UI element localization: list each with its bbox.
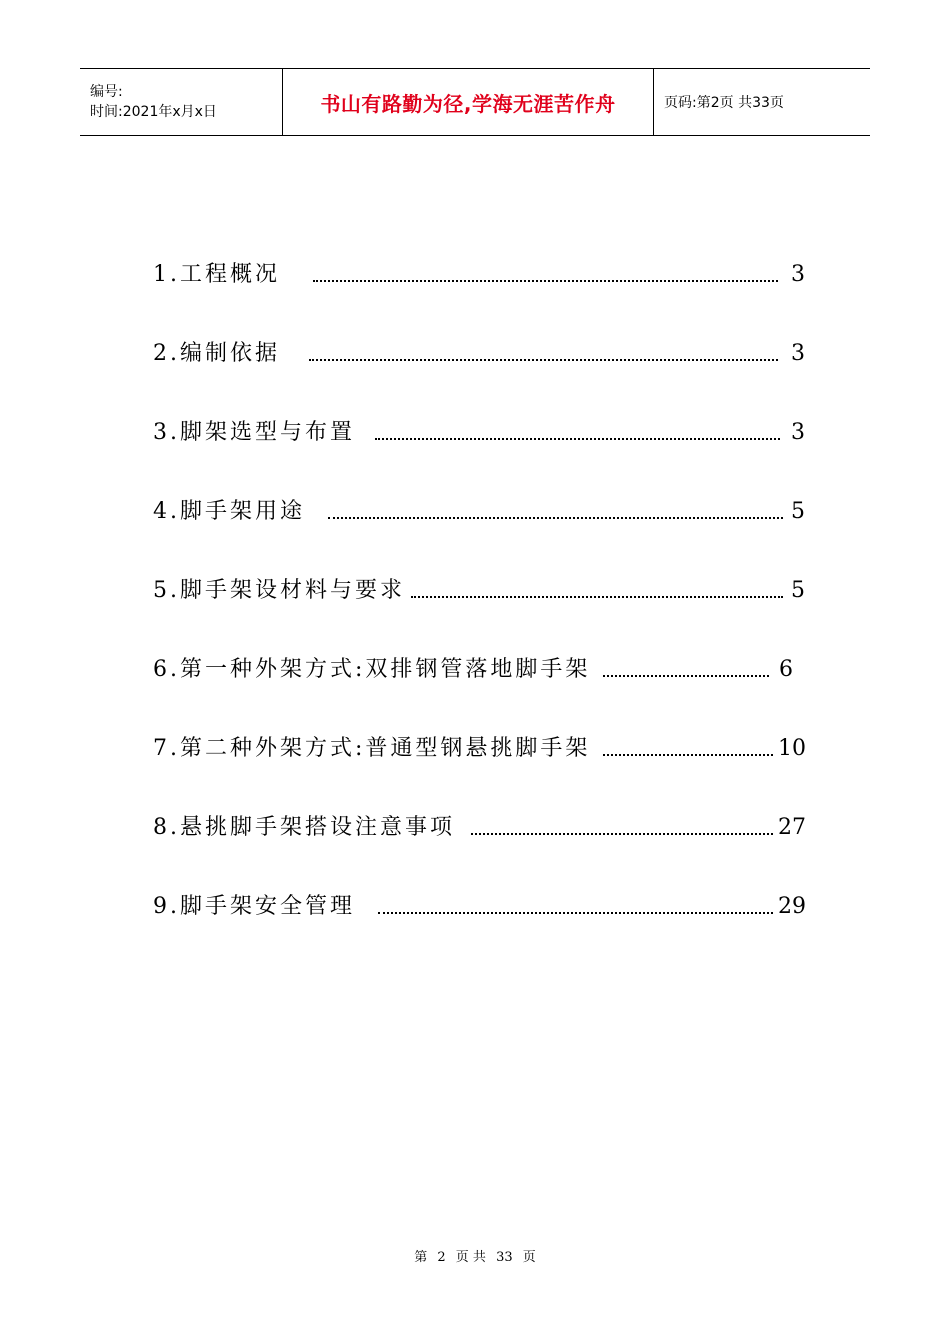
- toc-leader: [375, 438, 780, 440]
- toc-leader: [378, 912, 773, 914]
- footer-suffix: 页: [522, 1250, 536, 1265]
- toc-leader: [603, 675, 769, 677]
- footer-total-pages: 33: [496, 1250, 513, 1265]
- toc-entry-title: 9.脚手架安全管理: [153, 887, 355, 927]
- document-number-label: 编号:: [90, 84, 123, 100]
- toc-entry-title: 6.第一种外架方式:双排钢管落地脚手架: [153, 650, 590, 690]
- toc-entry[interactable]: [153, 413, 803, 492]
- toc-leader: [328, 517, 783, 519]
- toc-entry-title: 4.脚手架用途: [153, 492, 305, 532]
- toc-entry-title: 3.脚架选型与布置: [153, 413, 355, 453]
- header-motto-cell: [282, 69, 654, 135]
- toc-entry[interactable]: [153, 492, 803, 571]
- toc-leader: [411, 596, 783, 598]
- header-motto: 书山有路勤为径,学海无涯苦作舟: [320, 91, 616, 116]
- toc-leader: [603, 754, 773, 756]
- toc-entry-page: 29: [778, 894, 806, 919]
- toc-entry-page: 5: [791, 499, 805, 524]
- document-date: 时间:2021年x月x日: [90, 104, 217, 120]
- toc-entry[interactable]: [153, 650, 803, 729]
- header-page-info-cell: [654, 69, 870, 135]
- page-footer: [0, 1246, 950, 1265]
- toc-entry-title: 7.第二种外架方式:普通型钢悬挑脚手架: [153, 729, 590, 769]
- toc-entry-title: 2.编制依据: [153, 334, 280, 374]
- page-header: [80, 68, 870, 136]
- table-of-contents: [153, 255, 806, 966]
- footer-prefix: 第: [414, 1250, 428, 1265]
- toc-entry-page: 3: [791, 262, 805, 287]
- header-meta: [80, 69, 282, 135]
- header-page-info: 页码:第2页 共33页: [664, 95, 784, 111]
- toc-entry[interactable]: [153, 887, 806, 966]
- toc-entry-title: 5.脚手架设材料与要求: [153, 571, 405, 611]
- toc-entry[interactable]: [153, 334, 803, 413]
- toc-entry[interactable]: [153, 808, 806, 887]
- toc-leader: [309, 359, 778, 361]
- toc-entry-page: 27: [778, 815, 806, 840]
- footer-page-number: 2: [437, 1250, 446, 1265]
- toc-leader: [471, 833, 773, 835]
- toc-entry[interactable]: [153, 255, 803, 334]
- toc-entry[interactable]: [153, 571, 803, 650]
- toc-entry-page: 5: [791, 578, 805, 603]
- toc-entry-page: 10: [778, 736, 806, 761]
- toc-entry-page: 6: [779, 657, 793, 682]
- toc-entry-page: 3: [791, 341, 805, 366]
- footer-mid: 页 共: [455, 1250, 486, 1265]
- toc-entry-title: 8.悬挑脚手架搭设注意事项: [153, 808, 455, 848]
- toc-entry-title: 1.工程概况: [153, 255, 280, 295]
- toc-leader: [313, 280, 778, 282]
- toc-entry[interactable]: [153, 729, 806, 808]
- toc-entry-page: 3: [791, 420, 805, 445]
